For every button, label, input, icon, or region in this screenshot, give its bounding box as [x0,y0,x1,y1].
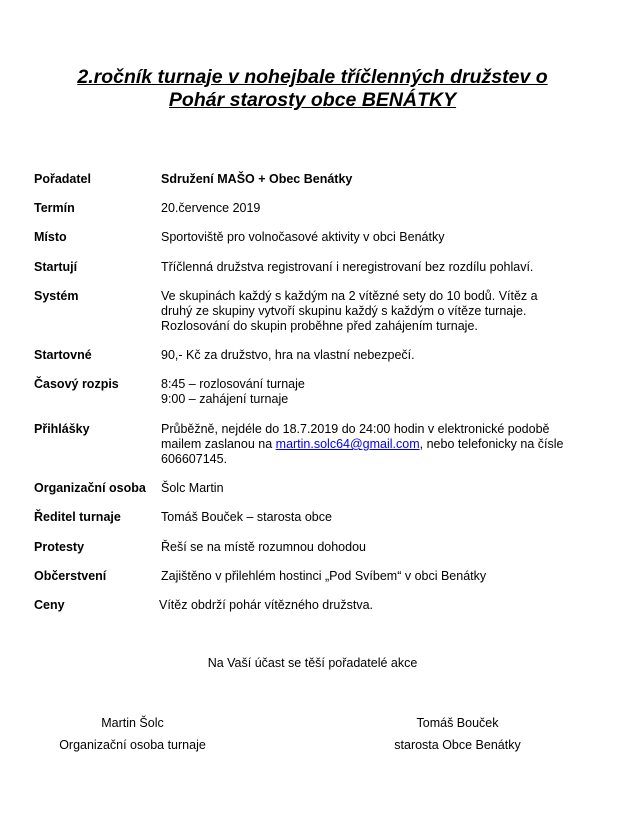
row-value [161,172,586,187]
value-text: mailem zaslanou na [161,437,276,451]
value-line: Tříčlenná družstva registrovaní i neregistrovaní bez rozdílu pohlaví. [161,260,534,274]
row-value [161,201,586,216]
row-value [161,422,586,467]
value-line: Sportoviště pro volnočasové aktivity v obci Benátky [161,230,445,244]
closing-line: Na Vaší účast se těší pořadatelé akce [207,656,418,670]
value-line: Vítěz obdrží pohár vítězného družstva. [159,598,374,612]
row-label: Občerstvení [34,569,107,583]
value-line: Řeší se na místě rozumnou dohodou [161,540,366,554]
row-value [161,569,586,584]
value-line: druhý ze skupiny vytvoří skupinu každý s každým o vítěze turnaje. [161,304,527,318]
row-value [161,230,586,245]
row-label: Přihlášky [34,422,90,436]
title-line-1: 2.ročník turnaje v nohejbale tříčlenných družstev o [77,66,548,88]
row-value [161,481,586,496]
value-line: Sdružení MAŠO + Obec Benátky [161,172,353,186]
row-label: Ředitel turnaje [34,510,121,524]
value-line: Šolc Martin [161,481,224,495]
row-label: Ceny [34,598,65,612]
row-label: Protesty [34,540,85,554]
document-title [0,66,625,112]
row-label: Startují [34,260,78,274]
row-value [161,377,586,407]
row-label: Termín [34,201,75,215]
signature-left [40,712,225,756]
signature-role: Organizační osoba turnaje [59,738,206,752]
signature-right [365,712,550,756]
row-value [161,260,586,275]
row-label: Startovné [34,348,92,362]
value-line: 9:00 – zahájení turnaje [161,392,289,406]
value-line: 20.července 2019 [161,201,261,215]
value-line: Rozlosování do skupin proběhne před zahájením turnaje. [161,319,478,333]
value-line: 606607145. [161,452,228,466]
row-value [159,598,584,613]
row-label: Časový rozpis [34,377,119,391]
value-line: 90,- Kč za družstvo, hra na vlastní nebezpečí. [161,348,415,362]
value-text: , nebo telefonicky na čísle [419,437,564,451]
row-value [161,510,586,525]
value-line: Zajištěno v přilehlém hostinci „Pod Svíbem“ v obci Benátky [161,569,487,583]
row-value [161,348,586,363]
value-line: Ve skupinách každý s každým na 2 vítězné sety do 10 bodů. Vítěz a [161,289,538,303]
signature-name: Martin Šolc [101,716,164,730]
row-value [161,540,586,555]
value-line: 8:45 – rozlosování turnaje [161,377,305,391]
row-label: Místo [34,230,67,244]
value-line: Průběžně, nejdéle do 18.7.2019 do 24:00 hodin v elektronické podobě [161,422,550,436]
row-label: Organizační osoba [34,481,146,495]
value-line: Tomáš Bouček – starosta obce [161,510,332,524]
signature-name: Tomáš Bouček [416,716,499,730]
title-line-2: Pohár starosty obce BENÁTKY [168,89,457,111]
signature-role: starosta Obce Benátky [394,738,521,752]
value-line [161,437,586,452]
email-link[interactable]: martin.solc64@gmail.com [275,437,420,451]
row-label: Pořadatel [34,172,91,186]
row-value [161,289,586,334]
row-label: Systém [34,289,79,303]
